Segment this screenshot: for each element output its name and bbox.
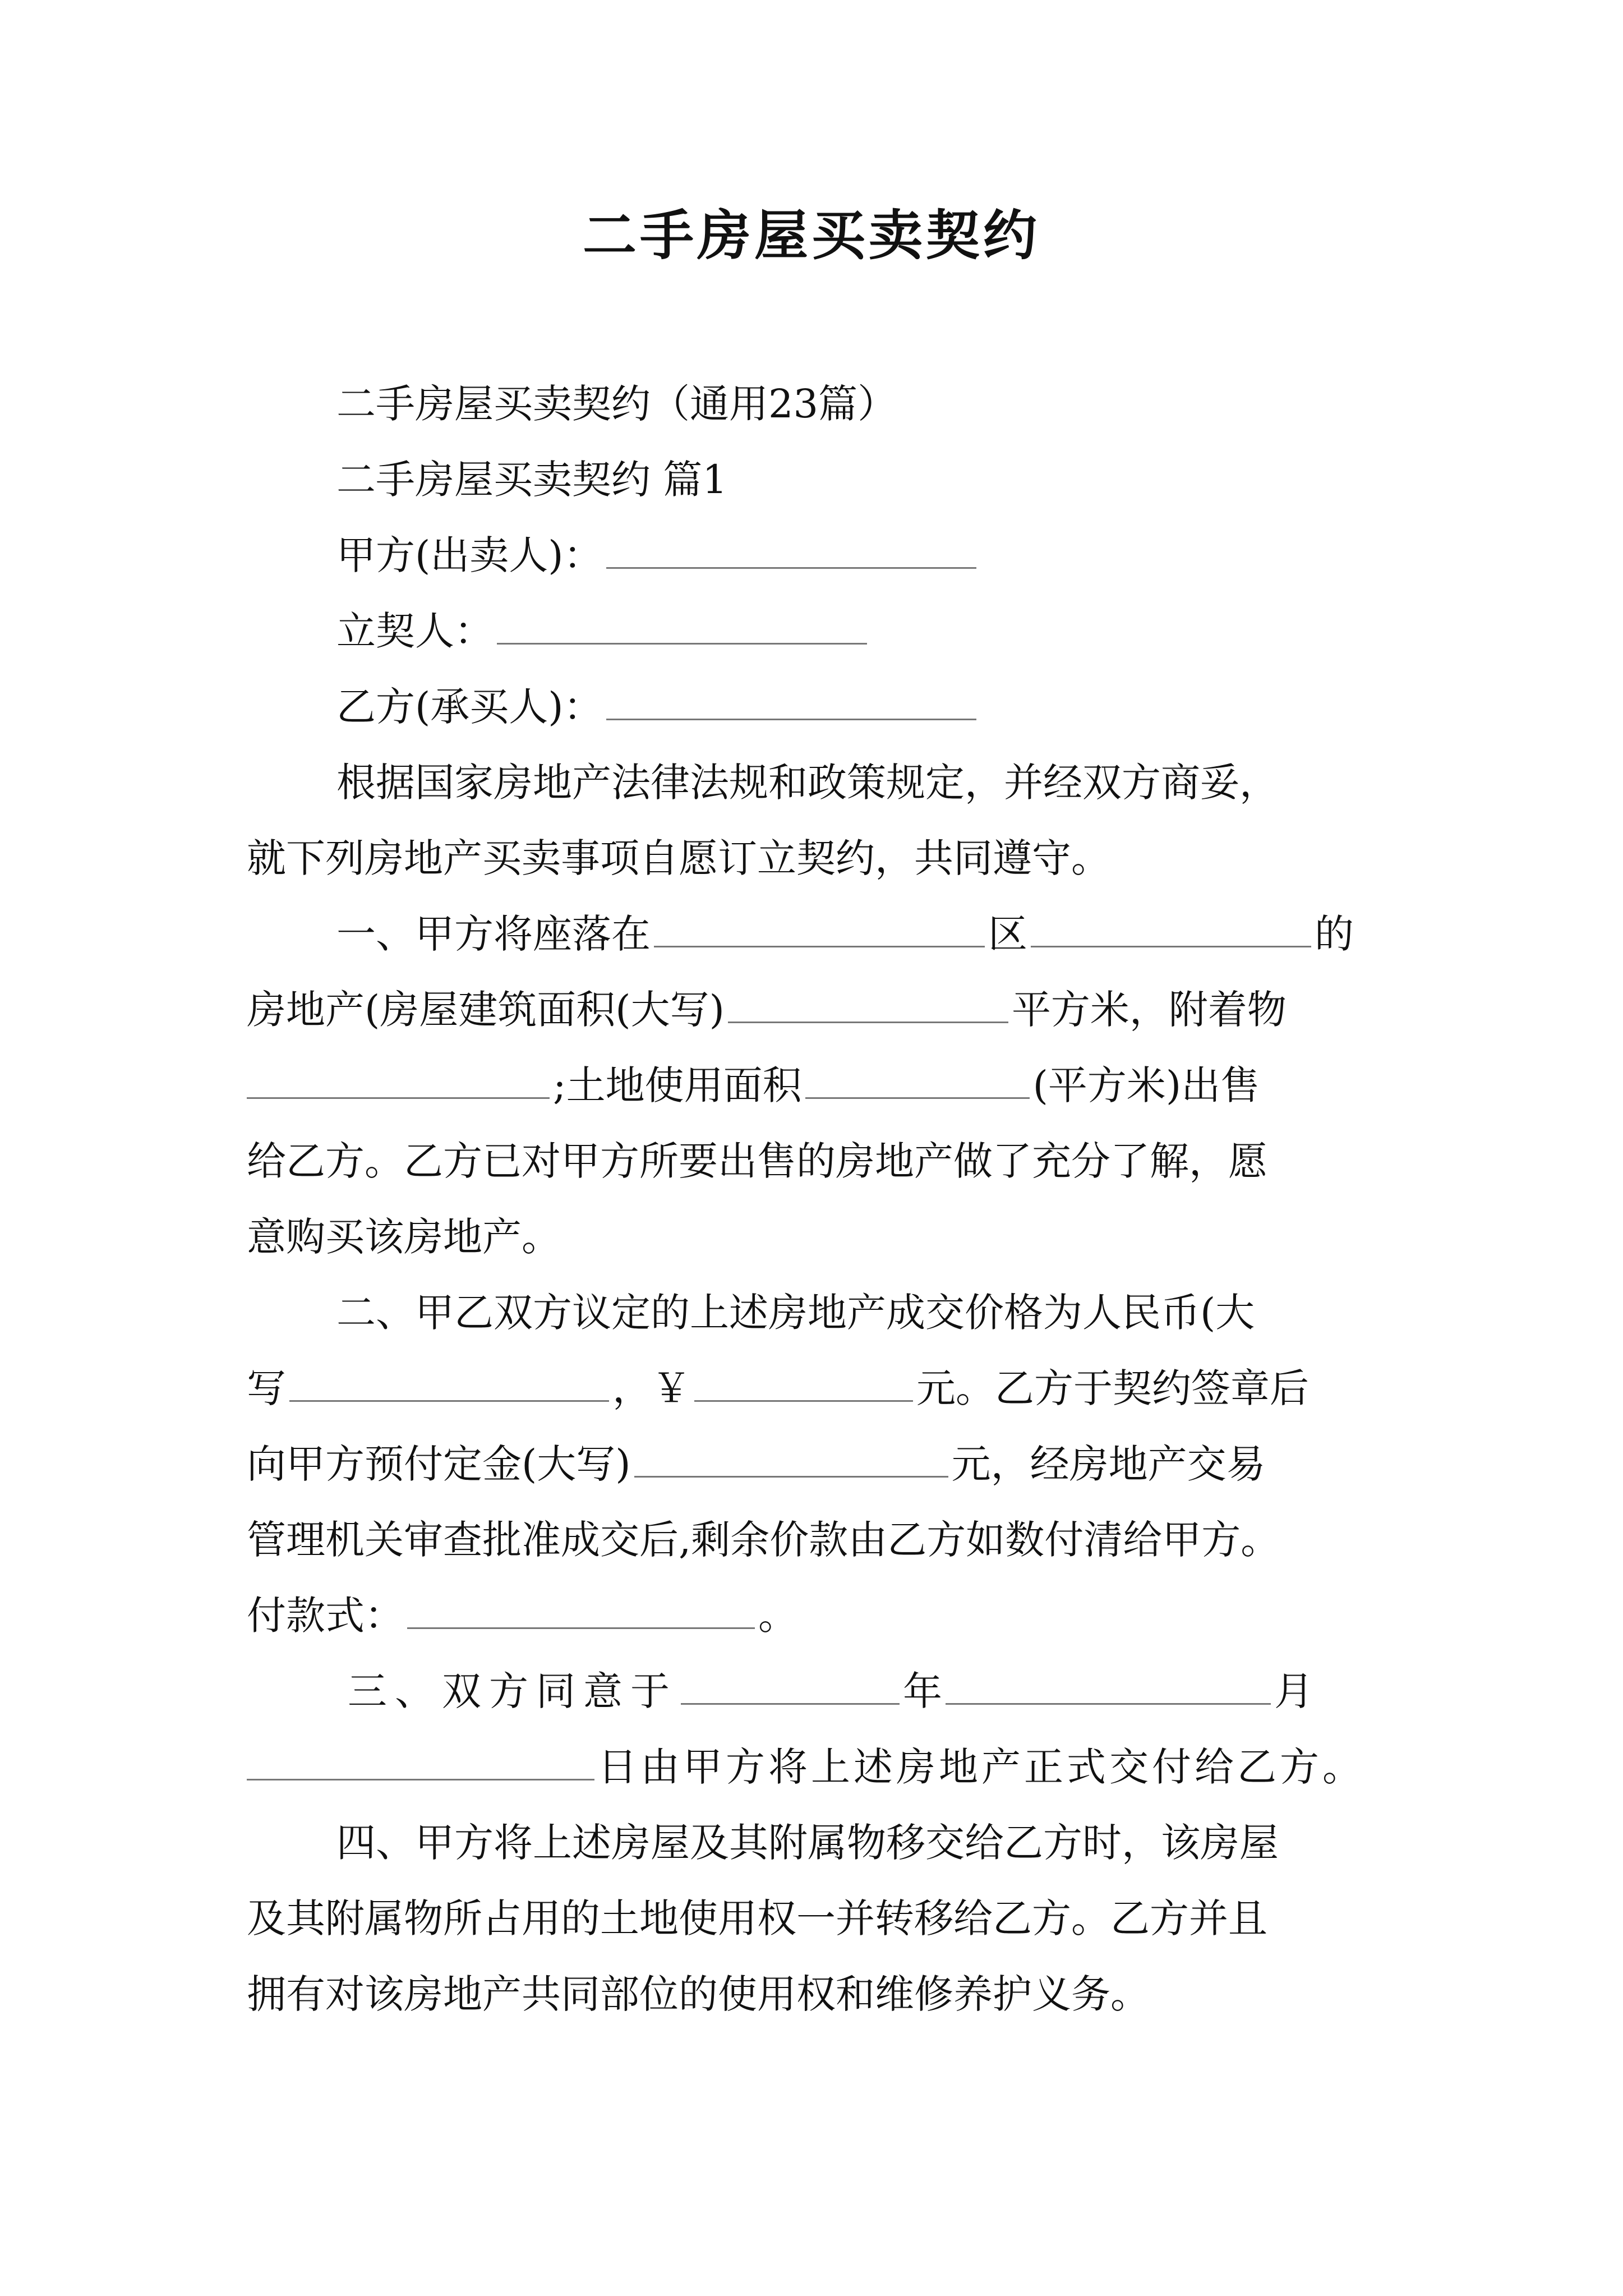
building-area-blank — [728, 1011, 1008, 1023]
section-heading: 二手房屋买卖契约 篇1 — [336, 457, 727, 503]
clause3-text-a: 三、双方同意于 — [348, 1668, 677, 1714]
clause2-text-e: 元，经房地产交易 — [951, 1441, 1266, 1487]
preamble-line-1: 根据国家房地产法律法规和政策规定，并经双方商妥， — [336, 760, 1279, 806]
seller-line — [336, 527, 1391, 583]
contract-maker-blank — [497, 633, 867, 645]
clause3-line-1 — [348, 1663, 1402, 1719]
clause2-text-g: 。 — [758, 1593, 797, 1639]
seller-label: 甲方(出卖人)： — [336, 532, 603, 578]
clause3-line-2 — [247, 1739, 1391, 1795]
clause1-text-d: 房地产(房屋建筑面积(大写) — [247, 987, 725, 1033]
location-blank — [654, 936, 985, 947]
month-blank — [946, 1693, 1271, 1705]
buyer-line — [336, 679, 1391, 735]
day-blank — [247, 1769, 594, 1780]
contract-maker-label: 立契人： — [336, 608, 494, 654]
clause2-line-4: 管理机关审查批准成交后,剩余价款由乙方如数付清给甲方。 — [247, 1517, 1280, 1563]
clause2-text-c: 元。乙方于契约签章后 — [916, 1365, 1309, 1411]
clause2-line-2 — [247, 1360, 1391, 1416]
land-area-blank — [805, 1087, 1030, 1099]
clause3-text-b: 年 — [903, 1668, 942, 1714]
clause1-line-4: 给乙方。乙方已对甲方所要出售的房地产做了充分了解，愿 — [247, 1138, 1267, 1184]
clause1-text-g: (平方米)出售 — [1032, 1062, 1260, 1108]
deposit-blank — [634, 1466, 948, 1478]
district-blank — [1031, 936, 1311, 947]
clause1-line-5: 意购买该房地产。 — [247, 1214, 561, 1260]
buyer-blank — [606, 708, 976, 720]
clause1-text-e: 平方米，附着物 — [1011, 987, 1287, 1033]
preamble-line-2: 就下列房地产买卖事项自愿订立契约，共同遵守。 — [247, 835, 1110, 881]
payment-method-blank — [407, 1617, 755, 1629]
clause2-line-1: 二、甲乙双方议定的上述房地产成交价格为人民币(大 — [336, 1290, 1255, 1336]
clause2-text-a: 写 — [247, 1365, 286, 1411]
year-blank — [681, 1693, 900, 1705]
document-title: 二手房屋买卖契约 — [583, 204, 1040, 267]
clause2-text-d: 向甲方预付定金(大写) — [247, 1441, 631, 1487]
document-subtitle: 二手房屋买卖契约（通用23篇） — [336, 381, 897, 427]
clause1-text-a: 一、甲方将座落在 — [336, 911, 651, 957]
contract-maker-line — [336, 603, 1391, 659]
clause4-line-2: 及其附属物所占用的土地使用权一并转移给乙方。乙方并且 — [247, 1895, 1267, 1941]
clause2-text-b: ，￥ — [612, 1365, 691, 1411]
clause4-line-1: 四、甲方将上述房屋及其附属物移交给乙方时，该房屋 — [336, 1820, 1279, 1866]
clause2-line-5 — [247, 1588, 1391, 1644]
clause1-line-2 — [247, 982, 1391, 1038]
clause4-line-3: 拥有对该房地产共同部位的使用权和维修养护义务。 — [247, 1971, 1150, 2017]
clause1-text-f: ;土地使用面积 — [553, 1062, 802, 1108]
price-number-blank — [694, 1390, 913, 1402]
attachment-blank — [247, 1087, 550, 1099]
clause1-text-b: 区 — [988, 911, 1027, 957]
seller-blank — [606, 557, 976, 569]
clause3-text-c: 月 — [1274, 1668, 1313, 1714]
clause2-text-f: 付款式： — [247, 1593, 404, 1639]
clause1-text-c: 的 — [1315, 911, 1354, 957]
clause3-text-d: 日由甲方将上述房地产正式交付给乙方。 — [598, 1744, 1365, 1790]
clause2-line-3 — [247, 1436, 1391, 1492]
price-words-blank — [289, 1390, 609, 1402]
clause1-line-3 — [247, 1057, 1391, 1114]
buyer-label: 乙方(承买人)： — [336, 684, 603, 730]
clause1-line-1 — [336, 906, 1391, 962]
